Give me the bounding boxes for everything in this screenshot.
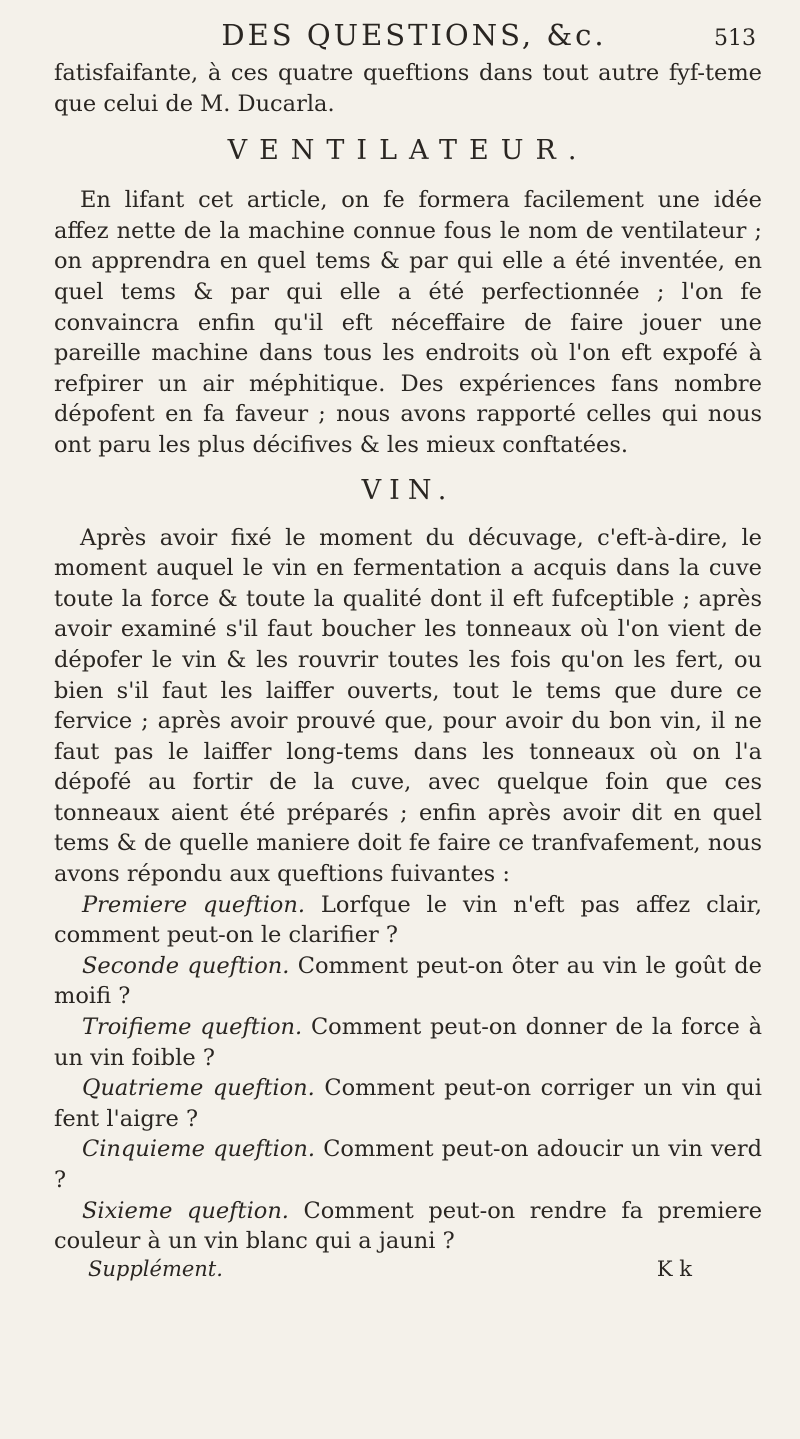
- question-label: Cinquieme queftion.: [82, 1136, 316, 1163]
- question-item: [54, 1073, 762, 1134]
- question-text: Comment peut-on adoucir un vin verd ?: [54, 1136, 763, 1193]
- section-title-vin: VIN.: [361, 474, 455, 506]
- question-label: Premiere queftion.: [82, 891, 305, 918]
- page-footer: [54, 1257, 762, 1281]
- question-item: [54, 1012, 762, 1073]
- question-item: [54, 951, 762, 1012]
- question-label: Sixieme queftion.: [82, 1197, 289, 1224]
- vin-paragraph: Après avoir fixé le moment du décuvage, c'eft-à-dire, le moment auquel le vin en fermentation a acquis dans la cuve toute la force & toute la qualité dont il eft fufceptible ; après avoir examiné s'il faut boucher les tonneaux où l'on vient de dépofer le vin & les rouvrir toutes les fois qu'on les fert, ou bien s'il faut les laiffer ouverts, tout le tems que dure ce fervice ; après avoir prouvé que, pour avoir du bon vin, il ne faut pas le laiffer long-tems dans les tonneaux où on l'a dépofé au fortir de la cuve, avec quelque foin que ces tonneaux aient été préparés ; enfin après avoir dit en quel tems & de quelle maniere doit fe faire ce tranfvafement, nous avons répondu aux queftions fuivantes :: [54, 524, 762, 888]
- question-label: Quatrieme queftion.: [82, 1075, 315, 1102]
- question-label: Troifieme queftion.: [82, 1014, 303, 1041]
- question-text: Comment peut-on corriger un vin qui fent l'aigre ?: [54, 1075, 762, 1132]
- running-head: [54, 18, 762, 58]
- continuation-paragraph: fatisfaifante, à ces quatre queftions dans tout autre fyf-teme que celui de M. Ducarla.: [54, 60, 762, 117]
- question-text: Comment peut-on rendre fa premiere couleur à un vin blanc qui a jauni ?: [54, 1197, 763, 1255]
- question-text: Comment peut-on ôter au vin le goût de moifi ?: [54, 952, 762, 1010]
- question-text: Lorfque le vin n'eft pas affez clair, comment peut-on le clarifier ?: [54, 891, 762, 949]
- question-item: [54, 890, 762, 951]
- question-item: [54, 1134, 762, 1195]
- catchword: Supplément.: [88, 1256, 223, 1281]
- question-text: Comment peut-on donner de la force à un vin foible ?: [54, 1014, 762, 1071]
- question-item: [54, 1196, 762, 1257]
- ventilateur-paragraph: En lifant cet article, on fe formera facilement une idée affez nette de la machine connue fous le nom de ventilateur ; on apprendra en quel tems & par qui elle a été inventée, en quel tems & par qui elle a été perfectionnée ; l'on fe convaincra enfin qu'il eft néceffaire de faire jouer une pareille machine dans tous les endroits où l'on eft expofé à refpirer un air méphitique. Des expériences fans nombre dépofent en fa faveur ; nous avons rapporté celles qui nous ont paru les plus décifives & les mieux conftatées.: [54, 187, 762, 458]
- signature-mark: K k: [656, 1256, 692, 1281]
- section-title-ventilateur: VENTILATEUR.: [227, 135, 589, 167]
- running-title: DES QUESTIONS, &c.: [221, 18, 607, 52]
- page-number: 513: [714, 26, 756, 51]
- question-label: Seconde queftion.: [82, 952, 290, 979]
